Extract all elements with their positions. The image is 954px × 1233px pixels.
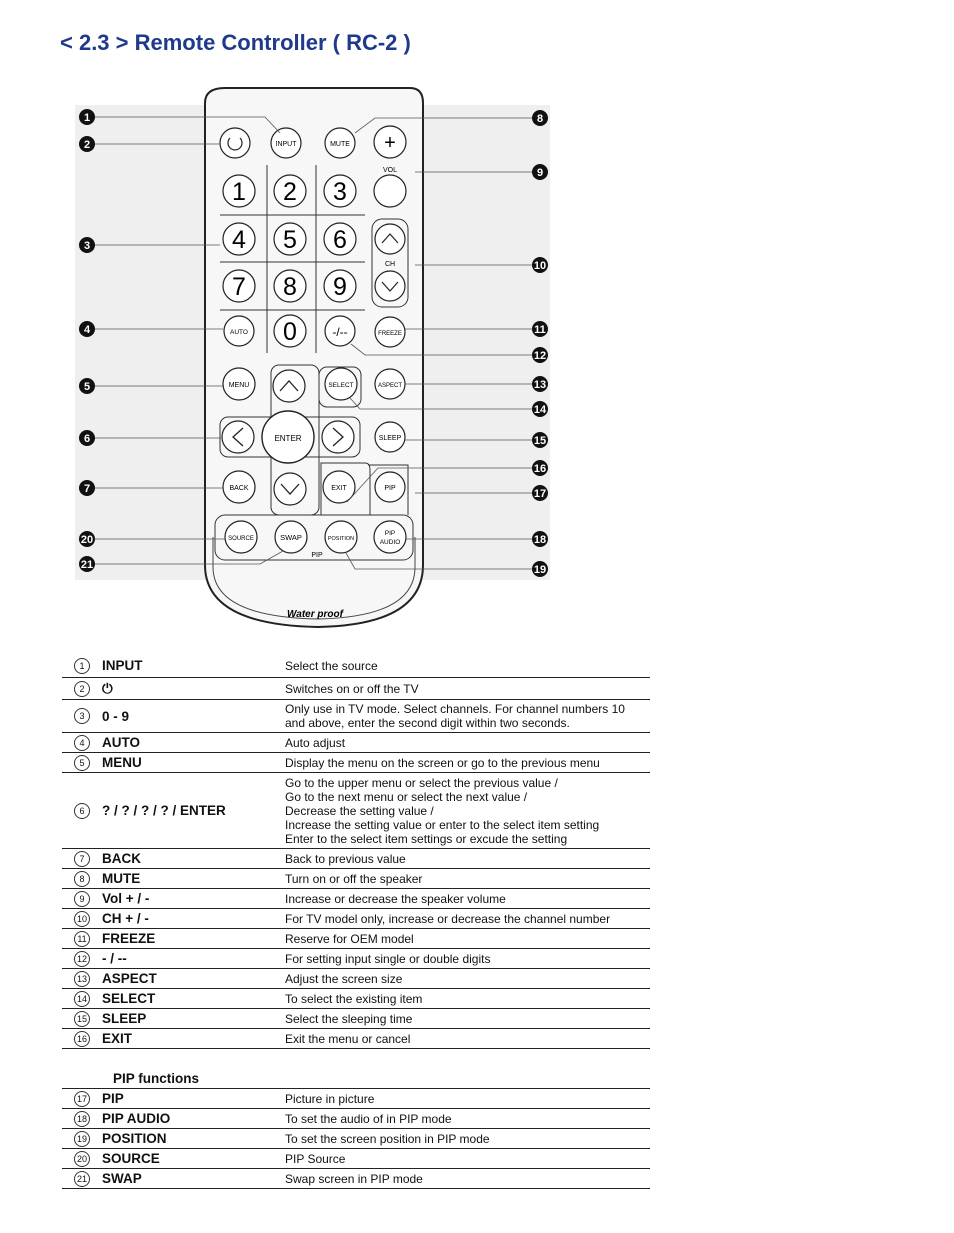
row-description-line: To set the screen position in PIP mode [285,1131,490,1146]
row-description [285,870,650,888]
row-number [62,911,102,927]
table-row [62,869,650,889]
row-description [285,700,650,732]
callout-6: 6 [83,433,91,445]
digit-8-label: 8 [283,273,297,301]
row-number-badge: 3 [74,708,90,724]
nav-up-button[interactable] [273,370,305,402]
row-number [62,708,102,724]
callout-2: 2 [83,139,91,151]
row-number [62,1091,102,1107]
vol-up-label: + [384,132,396,154]
table-row [62,889,650,909]
row-description-line: Auto adjust [285,735,346,750]
callout-16: 16 [533,463,547,475]
row-number-badge: 7 [74,851,90,867]
aspect-button-label: ASPECT [377,383,403,389]
row-description-line: and above, enter the second digit within two seconds. [285,716,570,730]
row-description-line: Select the sleeping time [285,1011,413,1026]
row-description-line: Go to the upper menu or select the previous value / [285,775,558,790]
table-row [62,654,650,678]
table-row [62,1129,650,1149]
table-row [62,1089,650,1109]
row-number [62,735,102,751]
row-number-badge: 12 [74,951,90,967]
row-key: - / -- [102,951,127,966]
callout-19: 19 [533,564,547,576]
callout-15: 15 [533,435,547,447]
table-row [62,773,650,849]
remote-controller-diagram [75,85,555,635]
row-number [62,1131,102,1147]
row-number-badge: 14 [74,991,90,1007]
row-description [285,1130,650,1148]
row-description [285,1150,650,1168]
callout-17: 17 [533,488,547,500]
nav-left-button[interactable] [222,421,254,453]
main-function-rows [62,654,650,1049]
exit-button-label: EXIT [331,485,347,492]
table-row [62,1009,650,1029]
row-description-line: Adjust the screen size [285,971,403,986]
row-number-badge: 1 [74,658,90,674]
pip-button-label: PIP [384,485,396,492]
pip-section-label: PIP functions [113,1071,200,1086]
row-key: Vol + / - [102,891,150,906]
digit-0-label: 0 [283,318,297,346]
row-description [285,890,650,908]
table-row [62,1169,650,1189]
callout-4: 4 [83,324,91,336]
brand-label: Water proof [287,609,343,620]
callout-14: 14 [533,404,547,416]
callout-13: 13 [533,379,547,391]
callout-8: 8 [536,113,544,125]
sleep-button-label: SLEEP [378,435,402,442]
row-description-line: Go to the next menu or select the next value / [285,789,528,804]
row-number-badge: 21 [74,1171,90,1187]
digit-7-label: 7 [232,273,246,301]
row-number-badge: 16 [74,1031,90,1047]
row-number-badge: 18 [74,1111,90,1127]
row-key: ⏻ [102,680,113,696]
row-number [62,681,102,697]
row-description-line: Only use in TV mode. Select channels. For channel numbers 10 [285,702,625,716]
callout-7: 7 [83,483,91,495]
row-description [285,1030,650,1048]
pip-audio-button[interactable] [374,521,406,553]
callout-18: 18 [533,534,547,546]
digit-6-label: 6 [333,226,347,254]
row-description [285,1090,650,1108]
row-description-line: To set the audio of in PIP mode [285,1111,452,1126]
row-number [62,803,102,819]
table-row [62,1149,650,1169]
row-number [62,991,102,1007]
row-number-badge: 11 [74,931,90,947]
table-row [62,753,650,773]
auto-button-label: AUTO [230,329,248,336]
row-number [62,1011,102,1027]
row-description-line: Reserve for OEM model [285,931,414,946]
table-row [62,849,650,869]
row-key: PIP AUDIO [102,1111,171,1126]
source-button-label: SOURCE [228,536,254,542]
row-description [285,1170,650,1188]
pip-audio-label-2: AUDIO [379,539,401,546]
digit-3-label: 3 [333,178,347,206]
row-number-badge: 8 [74,871,90,887]
callout-21: 21 [80,559,94,571]
digit-2-label: 2 [283,178,297,206]
row-description-line: To select the existing item [285,991,423,1006]
row-key: 0 - 9 [102,708,130,724]
vol-label: VOL [382,167,398,174]
callout-5: 5 [83,381,91,393]
row-key: POSITION [102,1131,167,1146]
callout-3: 3 [83,240,91,252]
enter-button-label: ENTER [274,434,302,443]
row-description [285,910,650,928]
page-title: < 2.3 > Remote Controller ( RC-2 ) [60,30,411,55]
row-key: SWAP [102,1171,142,1186]
row-number [62,971,102,987]
row-description [285,950,650,968]
menu-button-label: MENU [228,382,250,389]
table-row [62,969,650,989]
row-key: MUTE [102,871,141,886]
row-description-line: Display the menu on the screen or go to the previous menu [285,755,600,770]
row-number [62,951,102,967]
row-description-line: Select the source [285,658,378,673]
row-description [285,657,650,675]
vol-down-button[interactable] [374,175,406,207]
power-button[interactable] [220,128,250,158]
row-key: ? / ? / ? / ? / ENTER [102,803,226,818]
row-description [285,990,650,1008]
row-key: INPUT [102,658,143,673]
row-key: SLEEP [102,1011,147,1026]
row-description-line: PIP Source [285,1151,346,1166]
row-description [285,850,650,868]
callout-9: 9 [536,167,544,179]
row-number-badge: 6 [74,803,90,819]
row-number-badge: 20 [74,1151,90,1167]
ch-down-button[interactable] [375,271,405,301]
table-row [62,678,650,700]
position-button-label: POSITION [327,536,355,542]
row-description-line: Swap screen in PIP mode [285,1171,423,1186]
pip-audio-label-1: PIP [384,530,396,537]
digit-9-label: 9 [333,273,347,301]
select-button-label: SELECT [328,382,354,389]
row-description-line: For setting input single or double digits [285,951,491,966]
row-number [62,1031,102,1047]
row-description-line: Picture in picture [285,1091,375,1106]
digit-1-label: 1 [232,178,246,206]
row-description-line: Switches on or off the TV [285,681,419,696]
row-key: BACK [102,851,141,866]
row-description [285,1110,650,1128]
callout-10: 10 [533,260,547,272]
table-row [62,949,650,969]
ch-label: CH [384,261,396,268]
row-description [285,970,650,988]
pip-group-label: PIP [311,552,323,559]
row-description-line: Increase the setting value or enter to the select item setting [285,817,600,832]
row-key: SOURCE [102,1151,160,1166]
row-description-line: Back to previous value [285,851,406,866]
callout-12: 12 [533,350,547,362]
table-row [62,909,650,929]
row-key: PIP [102,1091,124,1106]
table-row [62,1029,650,1049]
row-description [285,680,650,698]
nav-right-button[interactable] [322,421,354,453]
row-description [285,754,650,772]
callout-11: 11 [534,324,546,336]
row-description-line: Turn on or off the speaker [285,871,423,886]
table-row [62,700,650,733]
row-description-line: Decrease the setting value / [285,803,434,818]
row-number-badge: 2 [74,681,90,697]
row-number-badge: 5 [74,755,90,771]
row-description [285,1010,650,1028]
row-number [62,871,102,887]
row-number [62,658,102,674]
row-description-line: Increase or decrease the speaker volume [285,891,506,906]
row-key: EXIT [102,1031,133,1046]
row-number [62,851,102,867]
row-description [285,774,650,848]
table-row [62,989,650,1009]
row-key: AUTO [102,735,141,750]
table-row [62,929,650,949]
row-key: CH + / - [102,911,149,926]
freeze-button-label: FREEZE [378,331,402,337]
row-key: MENU [102,755,142,770]
row-number [62,755,102,771]
row-description-line: For TV model only, increase or decrease the channel number [285,911,611,926]
row-number [62,1111,102,1127]
button-function-table [62,654,650,1189]
row-key: SELECT [102,991,156,1006]
row-description [285,930,650,948]
row-number-badge: 4 [74,735,90,751]
callout-1: 1 [83,112,91,124]
pip-section-header [62,1067,650,1089]
row-number-badge: 15 [74,1011,90,1027]
row-key: ASPECT [102,971,157,986]
row-number-badge: 19 [74,1131,90,1147]
digit-5-label: 5 [283,226,297,254]
row-number [62,1171,102,1187]
mute-button-label: MUTE [330,141,350,148]
row-number-badge: 10 [74,911,90,927]
table-row [62,733,650,753]
row-key: FREEZE [102,931,156,946]
callout-20: 20 [80,534,94,546]
table-row [62,1109,650,1129]
back-button-label: BACK [229,485,249,492]
digit-4-label: 4 [232,226,246,254]
row-number-badge: 9 [74,891,90,907]
row-number [62,891,102,907]
pip-function-rows [62,1089,650,1189]
swap-button-label: SWAP [280,533,302,542]
row-number [62,931,102,947]
row-description [285,734,650,752]
row-number-badge: 17 [74,1091,90,1107]
nav-down-button[interactable] [274,473,306,505]
row-description-line: Exit the menu or cancel [285,1031,411,1046]
row-number [62,1151,102,1167]
dash-button-label: -/-- [332,325,348,339]
input-button-label: INPUT [275,141,297,148]
ch-up-button[interactable] [375,224,405,254]
row-number-badge: 13 [74,971,90,987]
row-description-line: Enter to the select item settings or excude the setting [285,831,568,846]
